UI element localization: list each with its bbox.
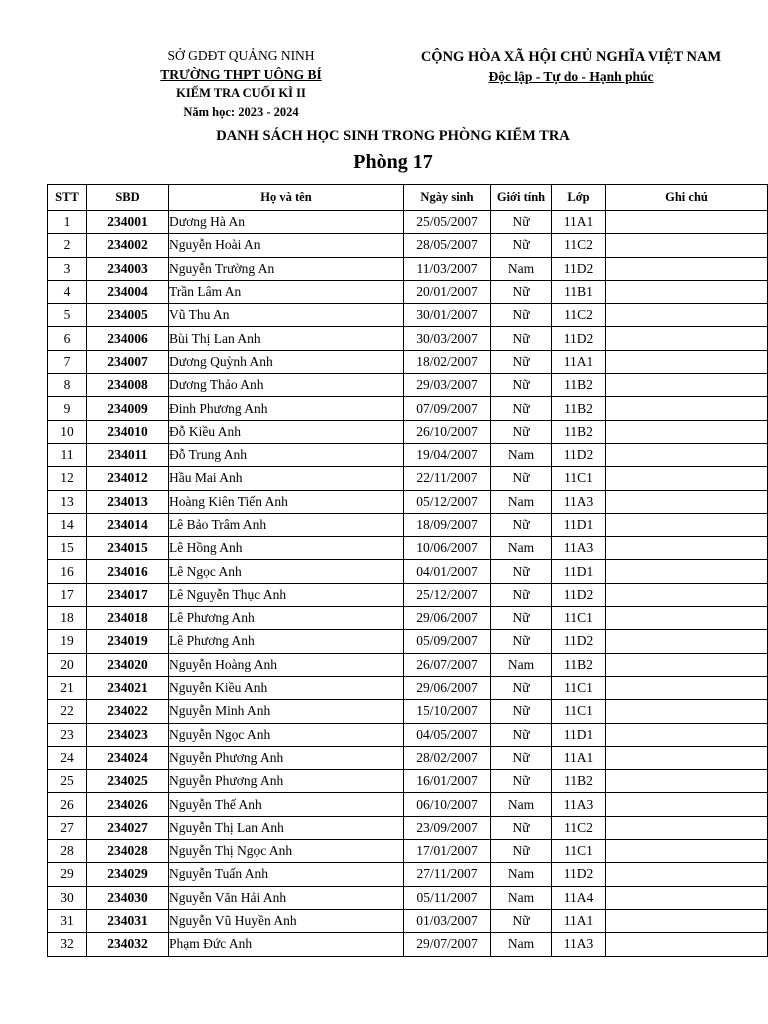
cell-dob: 23/09/2007 <box>404 816 491 839</box>
table-row <box>48 420 768 443</box>
cell-note <box>606 630 768 653</box>
list-title: DANH SÁCH HỌC SINH TRONG PHÒNG KIỂM TRA <box>216 128 570 144</box>
table-row <box>48 723 768 746</box>
national-header <box>400 47 742 87</box>
cell-dob: 27/11/2007 <box>404 863 491 886</box>
cell-gender: Nữ <box>491 770 552 793</box>
cell-class: 11A3 <box>552 537 606 560</box>
cell-class: 11C2 <box>552 816 606 839</box>
nation-name: CỘNG HÒA XÃ HỘI CHỦ NGHĨA VIỆT NAM <box>420 49 722 65</box>
cell-gender: Nữ <box>491 374 552 397</box>
cell-stt: 16 <box>48 560 87 583</box>
table-row <box>48 490 768 513</box>
cell-class: 11D1 <box>552 723 606 746</box>
cell-dob: 06/10/2007 <box>404 793 491 816</box>
cell-dob: 29/06/2007 <box>404 676 491 699</box>
cell-gender: Nữ <box>491 327 552 350</box>
cell-dob: 28/05/2007 <box>404 234 491 257</box>
cell-dob: 17/01/2007 <box>404 840 491 863</box>
cell-stt: 25 <box>48 770 87 793</box>
cell-stt: 30 <box>48 886 87 909</box>
cell-sbd: 234011 <box>87 443 169 466</box>
cell-gender: Nữ <box>491 607 552 630</box>
cell-name: Phạm Đức Anh <box>169 933 404 956</box>
cell-stt: 22 <box>48 700 87 723</box>
cell-sbd: 234005 <box>87 304 169 327</box>
cell-gender: Nữ <box>491 676 552 699</box>
cell-name: Nguyễn Thị Lan Anh <box>169 816 404 839</box>
cell-dob: 18/09/2007 <box>404 513 491 536</box>
cell-dob: 30/01/2007 <box>404 304 491 327</box>
national-motto: Độc lập - Tự do - Hạnh phúc <box>488 69 654 84</box>
cell-dob: 04/05/2007 <box>404 723 491 746</box>
cell-note <box>606 909 768 932</box>
cell-note <box>606 397 768 420</box>
cell-name: Nguyễn Văn Hải Anh <box>169 886 404 909</box>
cell-note <box>606 234 768 257</box>
cell-class: 11A3 <box>552 490 606 513</box>
cell-dob: 25/05/2007 <box>404 211 491 234</box>
cell-dob: 29/06/2007 <box>404 607 491 630</box>
cell-gender: Nam <box>491 886 552 909</box>
cell-class: 11C2 <box>552 304 606 327</box>
cell-class: 11D2 <box>552 583 606 606</box>
cell-class: 11D1 <box>552 513 606 536</box>
cell-note <box>606 280 768 303</box>
cell-name: Nguyễn Trường An <box>169 257 404 280</box>
cell-note <box>606 816 768 839</box>
cell-sbd: 234023 <box>87 723 169 746</box>
cell-dob: 01/03/2007 <box>404 909 491 932</box>
cell-class: 11B2 <box>552 770 606 793</box>
table-row <box>48 653 768 676</box>
cell-dob: 29/07/2007 <box>404 933 491 956</box>
table-row <box>48 537 768 560</box>
cell-stt: 14 <box>48 513 87 536</box>
cell-name: Lê Nguyễn Thục Anh <box>169 583 404 606</box>
cell-sbd: 234009 <box>87 397 169 420</box>
cell-sbd: 234001 <box>87 211 169 234</box>
cell-note <box>606 490 768 513</box>
cell-gender: Nữ <box>491 816 552 839</box>
cell-gender: Nữ <box>491 211 552 234</box>
cell-stt: 31 <box>48 909 87 932</box>
student-roster-table <box>47 184 768 957</box>
cell-class: 11C1 <box>552 840 606 863</box>
cell-name: Nguyễn Thế Anh <box>169 793 404 816</box>
cell-stt: 32 <box>48 933 87 956</box>
school-year: Năm học: 2023 - 2024 <box>183 105 299 119</box>
cell-name: Đỗ Kiều Anh <box>169 420 404 443</box>
cell-name: Nguyễn Tuấn Anh <box>169 863 404 886</box>
cell-class: 11A1 <box>552 746 606 769</box>
cell-note <box>606 840 768 863</box>
cell-stt: 2 <box>48 234 87 257</box>
cell-dob: 16/01/2007 <box>404 770 491 793</box>
cell-class: 11D2 <box>552 443 606 466</box>
cell-sbd: 234027 <box>87 816 169 839</box>
cell-stt: 21 <box>48 676 87 699</box>
cell-class: 11C1 <box>552 467 606 490</box>
cell-gender: Nam <box>491 653 552 676</box>
cell-gender: Nữ <box>491 467 552 490</box>
cell-gender: Nam <box>491 793 552 816</box>
cell-dob: 26/10/2007 <box>404 420 491 443</box>
cell-gender: Nữ <box>491 630 552 653</box>
cell-name: Lê Bảo Trâm Anh <box>169 513 404 536</box>
cell-name: Nguyễn Ngọc Anh <box>169 723 404 746</box>
table-row <box>48 793 768 816</box>
cell-dob: 10/06/2007 <box>404 537 491 560</box>
cell-stt: 11 <box>48 443 87 466</box>
cell-note <box>606 653 768 676</box>
cell-sbd: 234019 <box>87 630 169 653</box>
cell-note <box>606 443 768 466</box>
table-row <box>48 816 768 839</box>
cell-note <box>606 537 768 560</box>
table-row <box>48 630 768 653</box>
cell-name: Nguyễn Minh Anh <box>169 700 404 723</box>
cell-note <box>606 933 768 956</box>
cell-sbd: 234018 <box>87 607 169 630</box>
cell-note <box>606 467 768 490</box>
cell-class: 11B2 <box>552 420 606 443</box>
cell-note <box>606 770 768 793</box>
cell-dob: 07/09/2007 <box>404 397 491 420</box>
cell-name: Dương Hà An <box>169 211 404 234</box>
cell-stt: 10 <box>48 420 87 443</box>
room-title: Phòng 17 <box>353 151 433 173</box>
cell-gender: Nữ <box>491 700 552 723</box>
table-row <box>48 770 768 793</box>
cell-gender: Nam <box>491 443 552 466</box>
cell-stt: 19 <box>48 630 87 653</box>
cell-dob: 20/01/2007 <box>404 280 491 303</box>
cell-name: Nguyễn Phương Anh <box>169 746 404 769</box>
cell-gender: Nữ <box>491 723 552 746</box>
cell-stt: 3 <box>48 257 87 280</box>
cell-note <box>606 374 768 397</box>
cell-gender: Nữ <box>491 280 552 303</box>
cell-name: Nguyễn Thị Ngọc Anh <box>169 840 404 863</box>
cell-gender: Nữ <box>491 420 552 443</box>
table-row <box>48 676 768 699</box>
cell-stt: 13 <box>48 490 87 513</box>
cell-sbd: 234028 <box>87 840 169 863</box>
table-row <box>48 863 768 886</box>
cell-class: 11D2 <box>552 630 606 653</box>
cell-sbd: 234016 <box>87 560 169 583</box>
cell-stt: 5 <box>48 304 87 327</box>
cell-gender: Nữ <box>491 840 552 863</box>
table-row <box>48 909 768 932</box>
cell-class: 11D2 <box>552 327 606 350</box>
cell-gender: Nữ <box>491 397 552 420</box>
cell-dob: 29/03/2007 <box>404 374 491 397</box>
cell-note <box>606 583 768 606</box>
cell-stt: 23 <box>48 723 87 746</box>
cell-gender: Nữ <box>491 583 552 606</box>
cell-gender: Nữ <box>491 513 552 536</box>
cell-sbd: 234021 <box>87 676 169 699</box>
cell-name: Nguyễn Hoàng Anh <box>169 653 404 676</box>
cell-class: 11D2 <box>552 863 606 886</box>
cell-name: Lê Phương Anh <box>169 630 404 653</box>
cell-sbd: 234022 <box>87 700 169 723</box>
cell-dob: 22/11/2007 <box>404 467 491 490</box>
cell-stt: 7 <box>48 350 87 373</box>
cell-class: 11A3 <box>552 793 606 816</box>
cell-sbd: 234015 <box>87 537 169 560</box>
cell-dob: 19/04/2007 <box>404 443 491 466</box>
cell-dob: 05/12/2007 <box>404 490 491 513</box>
cell-name: Nguyễn Hoài An <box>169 234 404 257</box>
cell-note <box>606 793 768 816</box>
cell-class: 11C1 <box>552 676 606 699</box>
cell-gender: Nam <box>491 257 552 280</box>
cell-stt: 27 <box>48 816 87 839</box>
cell-class: 11C1 <box>552 700 606 723</box>
table-row <box>48 700 768 723</box>
cell-name: Dương Quỳnh Anh <box>169 350 404 373</box>
cell-class: 11A1 <box>552 909 606 932</box>
cell-note <box>606 700 768 723</box>
table-header-row <box>48 185 768 211</box>
cell-stt: 20 <box>48 653 87 676</box>
cell-note <box>606 211 768 234</box>
cell-class: 11C2 <box>552 234 606 257</box>
cell-stt: 26 <box>48 793 87 816</box>
exam-name: KIỂM TRA CUỐI KÌ II <box>176 86 306 100</box>
cell-dob: 11/03/2007 <box>404 257 491 280</box>
cell-gender: Nữ <box>491 909 552 932</box>
cell-name: Dương Thảo Anh <box>169 374 404 397</box>
cell-stt: 1 <box>48 211 87 234</box>
cell-name: Hầu Mai Anh <box>169 467 404 490</box>
table-row <box>48 350 768 373</box>
cell-sbd: 234002 <box>87 234 169 257</box>
column-header-stt: STT <box>48 185 87 211</box>
table-row <box>48 513 768 536</box>
cell-dob: 30/03/2007 <box>404 327 491 350</box>
table-row <box>48 607 768 630</box>
cell-name: Lê Phương Anh <box>169 607 404 630</box>
cell-sbd: 234012 <box>87 467 169 490</box>
column-header-gender: Giới tính <box>491 185 552 211</box>
cell-dob: 05/09/2007 <box>404 630 491 653</box>
table-row <box>48 886 768 909</box>
cell-name: Vũ Thu An <box>169 304 404 327</box>
cell-gender: Nam <box>491 863 552 886</box>
cell-sbd: 234003 <box>87 257 169 280</box>
cell-gender: Nữ <box>491 350 552 373</box>
cell-sbd: 234017 <box>87 583 169 606</box>
cell-stt: 24 <box>48 746 87 769</box>
cell-stt: 15 <box>48 537 87 560</box>
cell-stt: 29 <box>48 863 87 886</box>
table-row <box>48 211 768 234</box>
cell-stt: 4 <box>48 280 87 303</box>
cell-note <box>606 746 768 769</box>
cell-name: Đỗ Trung Anh <box>169 443 404 466</box>
cell-note <box>606 676 768 699</box>
cell-gender: Nam <box>491 537 552 560</box>
cell-stt: 9 <box>48 397 87 420</box>
cell-dob: 28/02/2007 <box>404 746 491 769</box>
cell-gender: Nam <box>491 490 552 513</box>
table-row <box>48 560 768 583</box>
cell-sbd: 234014 <box>87 513 169 536</box>
table-row <box>48 583 768 606</box>
cell-name: Trần Lâm An <box>169 280 404 303</box>
cell-class: 11A3 <box>552 933 606 956</box>
cell-sbd: 234026 <box>87 793 169 816</box>
cell-dob: 05/11/2007 <box>404 886 491 909</box>
cell-sbd: 234024 <box>87 746 169 769</box>
cell-class: 11B2 <box>552 374 606 397</box>
cell-sbd: 234004 <box>87 280 169 303</box>
cell-note <box>606 350 768 373</box>
cell-sbd: 234010 <box>87 420 169 443</box>
cell-note <box>606 257 768 280</box>
table-row <box>48 467 768 490</box>
cell-sbd: 234030 <box>87 886 169 909</box>
cell-note <box>606 560 768 583</box>
cell-class: 11B2 <box>552 397 606 420</box>
school-header <box>96 46 386 122</box>
cell-name: Đinh Phương Anh <box>169 397 404 420</box>
cell-sbd: 234031 <box>87 909 169 932</box>
cell-note <box>606 513 768 536</box>
cell-stt: 12 <box>48 467 87 490</box>
cell-gender: Nữ <box>491 560 552 583</box>
table-row <box>48 374 768 397</box>
cell-sbd: 234007 <box>87 350 169 373</box>
table-row <box>48 327 768 350</box>
cell-gender: Nữ <box>491 234 552 257</box>
column-header-name: Họ và tên <box>169 185 404 211</box>
cell-gender: Nữ <box>491 304 552 327</box>
table-row <box>48 746 768 769</box>
cell-sbd: 234025 <box>87 770 169 793</box>
table-row <box>48 933 768 956</box>
column-header-dob: Ngày sinh <box>404 185 491 211</box>
cell-name: Lê Hồng Anh <box>169 537 404 560</box>
cell-class: 11A1 <box>552 211 606 234</box>
cell-dob: 18/02/2007 <box>404 350 491 373</box>
cell-name: Bùi Thị Lan Anh <box>169 327 404 350</box>
cell-stt: 18 <box>48 607 87 630</box>
cell-class: 11A1 <box>552 350 606 373</box>
cell-class: 11A4 <box>552 886 606 909</box>
cell-dob: 26/07/2007 <box>404 653 491 676</box>
cell-note <box>606 327 768 350</box>
cell-name: Nguyễn Vũ Huyền Anh <box>169 909 404 932</box>
cell-sbd: 234013 <box>87 490 169 513</box>
table-row <box>48 257 768 280</box>
table-row <box>48 304 768 327</box>
cell-sbd: 234032 <box>87 933 169 956</box>
table-body <box>48 211 768 957</box>
school-name: TRƯỜNG THPT UÔNG BÍ <box>160 67 322 82</box>
cell-class: 11B2 <box>552 653 606 676</box>
cell-sbd: 234020 <box>87 653 169 676</box>
cell-note <box>606 304 768 327</box>
table-row <box>48 234 768 257</box>
cell-note <box>606 886 768 909</box>
department-name: SỞ GDĐT QUẢNG NINH <box>167 48 315 63</box>
cell-stt: 6 <box>48 327 87 350</box>
cell-note <box>606 863 768 886</box>
cell-note <box>606 607 768 630</box>
cell-class: 11D1 <box>552 560 606 583</box>
cell-dob: 04/01/2007 <box>404 560 491 583</box>
column-header-class: Lớp <box>552 185 606 211</box>
cell-stt: 17 <box>48 583 87 606</box>
table-row <box>48 443 768 466</box>
cell-gender: Nam <box>491 933 552 956</box>
column-header-note: Ghi chú <box>606 185 768 211</box>
cell-note <box>606 723 768 746</box>
cell-sbd: 234029 <box>87 863 169 886</box>
cell-class: 11C1 <box>552 607 606 630</box>
cell-class: 11D2 <box>552 257 606 280</box>
cell-stt: 28 <box>48 840 87 863</box>
cell-name: Hoàng Kiên Tiến Anh <box>169 490 404 513</box>
table-row <box>48 840 768 863</box>
cell-dob: 15/10/2007 <box>404 700 491 723</box>
cell-gender: Nữ <box>491 746 552 769</box>
cell-name: Nguyễn Kiều Anh <box>169 676 404 699</box>
cell-name: Nguyễn Phương Anh <box>169 770 404 793</box>
cell-name: Lê Ngọc Anh <box>169 560 404 583</box>
cell-stt: 8 <box>48 374 87 397</box>
table-row <box>48 280 768 303</box>
cell-sbd: 234008 <box>87 374 169 397</box>
column-header-sbd: SBD <box>87 185 169 211</box>
cell-dob: 25/12/2007 <box>404 583 491 606</box>
table-row <box>48 397 768 420</box>
cell-note <box>606 420 768 443</box>
cell-sbd: 234006 <box>87 327 169 350</box>
cell-class: 11B1 <box>552 280 606 303</box>
